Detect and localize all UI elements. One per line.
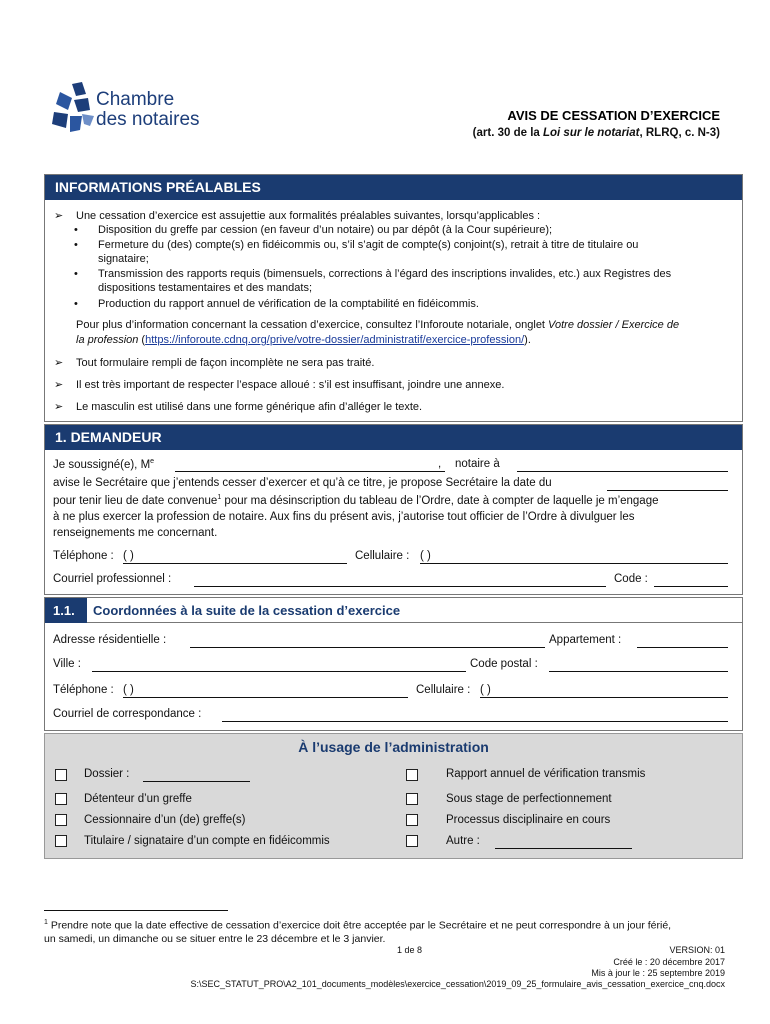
dossier-label: Dossier : — [84, 768, 130, 780]
dossier-field[interactable] — [143, 768, 250, 782]
telephone-field[interactable]: ( ) — [123, 550, 347, 564]
footnote-divider — [44, 910, 228, 911]
demandeur-line4: à ne plus exercer la profession de notaire. Aux fins du présent avis, j’autorise tout officier de l’Ordre à divulguer les — [53, 511, 635, 523]
dossier-checkbox[interactable] — [55, 769, 67, 781]
cellulaire2-field[interactable]: ( ) — [480, 684, 728, 698]
autre-label: Autre : — [446, 835, 480, 847]
document-title: AVIS DE CESSATION D’EXERCICE — [507, 108, 720, 123]
code-label: Code : — [614, 573, 648, 585]
footnote-line1: $^1$ Prendre note que la date effective de cessation d’exercice doit être acceptée par le Secrétaire et ne peut correspondre à un jour férié, — [44, 919, 672, 932]
date-field[interactable] — [607, 477, 728, 491]
cellulaire-label: Cellulaire : — [355, 550, 410, 562]
cessionnaire-checkbox[interactable] — [55, 814, 67, 826]
logo-line1: Chambre — [96, 89, 175, 110]
logo-mark-icon — [52, 82, 96, 138]
rapport-label: Rapport annuel de vérification transmis — [446, 768, 646, 780]
disciplinaire-checkbox[interactable] — [406, 814, 418, 826]
titulaire-label: Titulaire / signataire d’un compte en fidéicommis — [84, 835, 330, 847]
admin-heading: À l’usage de l’administration — [298, 739, 489, 755]
footnote-line2: un samedi, un dimanche ou se situer entre le 23 décembre et le 3 janvier. — [44, 933, 386, 945]
telephone2-field[interactable]: ( ) — [123, 684, 408, 698]
autre-field[interactable] — [495, 835, 632, 849]
courriel2-label: Courriel de correspondance : — [53, 708, 202, 720]
cessionnaire-label: Cessionnaire d’un (de) greffe(s) — [84, 814, 246, 826]
coordonnees-heading: 1.1. Coordonnées à la suite de la cessation d’exercice — [45, 598, 742, 623]
courriel2-field[interactable] — [222, 708, 728, 722]
document-subtitle: (art. 30 de la Loi sur le notariat, RLRQ, c. N-3) — [472, 127, 720, 139]
appartement-field[interactable] — [637, 634, 728, 648]
detenteur-checkbox[interactable] — [55, 793, 67, 805]
logo-line2: des notaires — [96, 109, 200, 130]
chambre-logo — [52, 82, 222, 138]
inforoute-link[interactable]: https://inforoute.cdnq.org/prive/votre-dossier/administratif/exercice-profession/ — [145, 334, 525, 346]
courriel-label: Courriel professionnel : — [53, 573, 172, 585]
file-path: S:\SEC_STATUT_PRO\A2_101_documents_modèles\exercice_cessation\2019_09_25_formulaire_avis_cessation_exercice_cnq.docx — [190, 979, 725, 989]
ville-label: Ville : — [53, 658, 81, 670]
demandeur-line2: avise le Secrétaire que j’entends cesser d’exercer et qu’à ce titre, je propose Secrétaire la date du — [53, 477, 552, 489]
adresse-field[interactable] — [190, 634, 545, 648]
demandeur-section — [44, 424, 743, 595]
page-number: 1 de 8 — [397, 945, 423, 955]
code-postal-field[interactable] — [549, 658, 728, 672]
detenteur-label: Détenteur d’un greffe — [84, 793, 192, 805]
disciplinaire-label: Processus disciplinaire en cours — [446, 814, 611, 826]
stage-label: Sous stage de perfectionnement — [446, 793, 612, 805]
version: VERSION: 01 — [669, 945, 725, 955]
demandeur-line3: pour tenir lieu de date convenue$^1$ pour ma désinscription du tableau de l’Ordre, date à compter de laquelle je m’engage — [53, 494, 659, 507]
ville-field[interactable] — [92, 658, 466, 672]
code-postal-label: Code postal : — [470, 658, 538, 670]
autre-checkbox[interactable] — [406, 835, 418, 847]
more-info-line1: Pour plus d’information concernant la cessation d’exercice, consultez l’Inforoute notariale, onglet Votre dossier / Exercice de — [76, 319, 680, 331]
comma: , — [438, 458, 442, 470]
name-field[interactable] — [175, 458, 445, 472]
demandeur-line1: Je soussigné(e), Me — [53, 458, 155, 471]
created-date: Créé le : 20 décembre 2017 — [613, 957, 725, 967]
cellulaire2-label: Cellulaire : — [416, 684, 471, 696]
more-info-line2: la profession (https://inforoute.cdnq.org/prive/votre-dossier/administratif/exercice-profession/). — [76, 334, 531, 346]
cellulaire-field[interactable]: ( ) — [420, 550, 728, 564]
demandeur-line5: renseignements me concernant. — [53, 527, 218, 539]
appartement-label: Appartement : — [549, 634, 622, 646]
notaire-label: notaire à — [455, 458, 500, 470]
updated-date: Mis à jour le : 25 septembre 2019 — [591, 968, 725, 978]
prealables-heading: INFORMATIONS PRÉALABLES — [45, 175, 742, 200]
demandeur-heading: 1. DEMANDEUR — [45, 425, 742, 450]
code-field[interactable] — [654, 573, 728, 587]
telephone2-label: Téléphone : — [53, 684, 114, 696]
stage-checkbox[interactable] — [406, 793, 418, 805]
telephone-label: Téléphone : — [53, 550, 114, 562]
city-field[interactable] — [517, 458, 728, 472]
courriel-field[interactable] — [194, 573, 606, 587]
titulaire-checkbox[interactable] — [55, 835, 67, 847]
adresse-label: Adresse résidentielle : — [53, 634, 167, 646]
rapport-checkbox[interactable] — [406, 769, 418, 781]
